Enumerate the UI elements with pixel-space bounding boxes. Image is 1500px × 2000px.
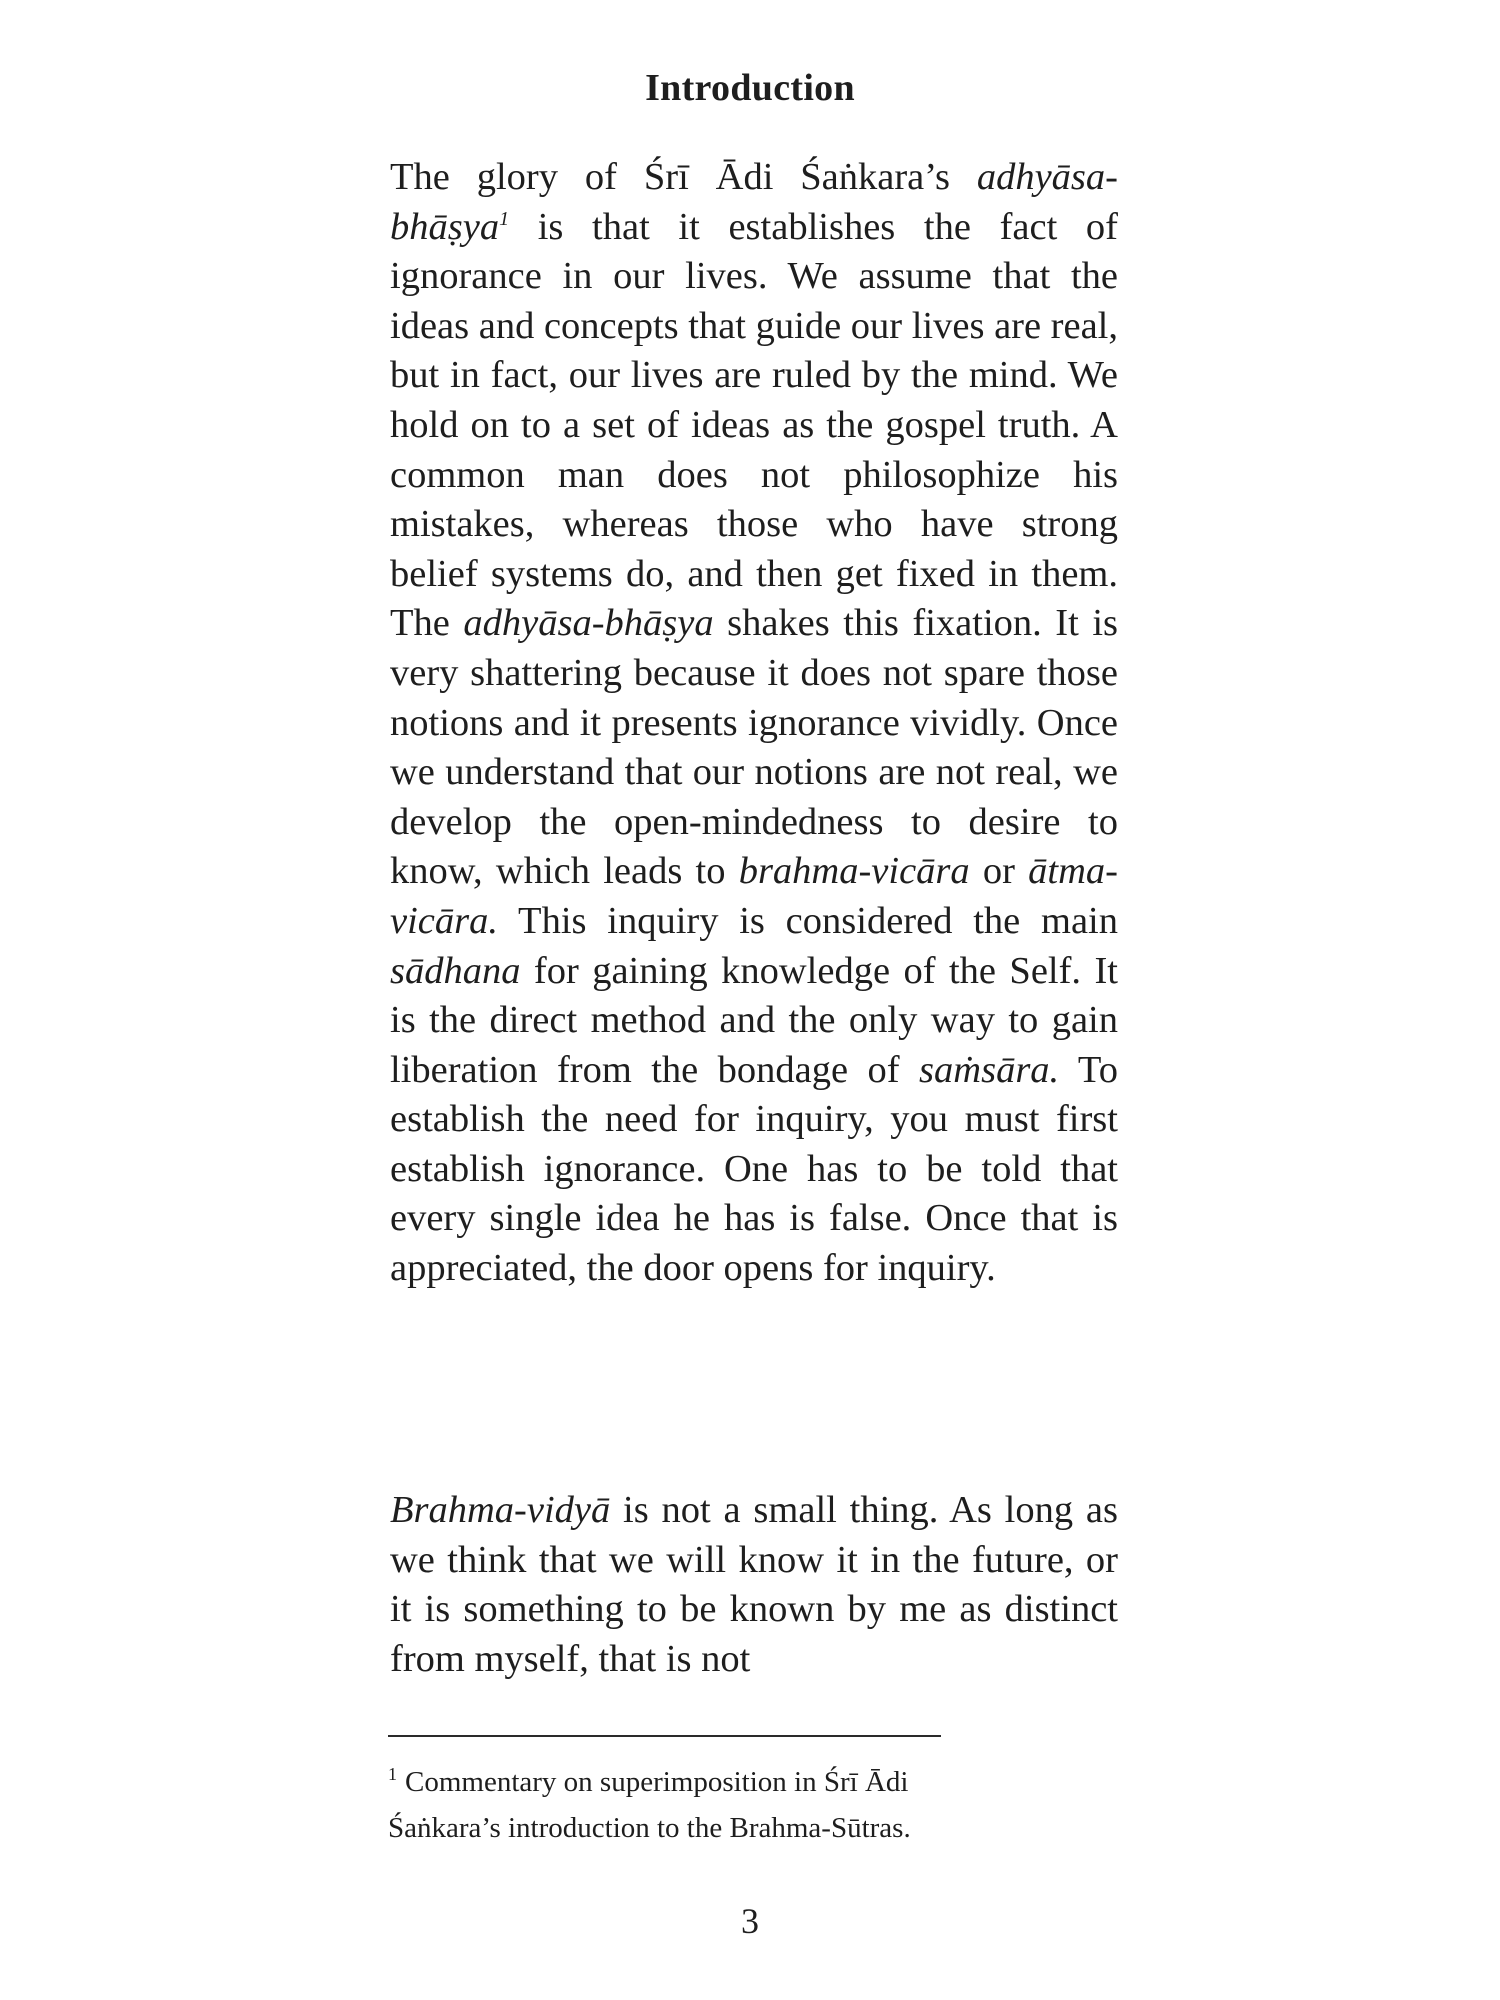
footnote: [388, 1759, 1128, 1851]
text-run: is that it establishes the fact of ignorance in our lives. We assume that the ideas and concepts that guide our lives are real, but in fact, our lives are ruled by the mind. We hold on to a set of ideas as the gospel truth. A common man does not philosophize his mistakes, whereas those who have strong belief systems do, and then get fixed in them. The: [390, 205, 1119, 645]
italic-term: saṁsāra.: [919, 1048, 1060, 1091]
text-run: is not a small thing. As long as we think that we will know it in the future, or it is something to be known by me as distinct from myself, that is not: [390, 1489, 1118, 1680]
italic-term: adhyāsa-bhāṣya: [390, 156, 1118, 248]
footnote-number: 1: [388, 1764, 397, 1785]
text-run: This inquiry is considered the main: [497, 899, 1118, 942]
text-run: To establish the need for inquiry, you must first establish ignorance. One has to be told that every single idea he has is false. Once that is appreciated, the door opens for inquiry.: [390, 1048, 1118, 1290]
text-run: The glory of Śrī Ādi Śaṅkara’s: [390, 156, 977, 198]
footnote-reference: 1: [499, 207, 510, 230]
italic-term: brahma-vicāra: [738, 850, 970, 893]
page-title: Introduction: [645, 67, 855, 109]
text-run: shakes this fixation. It is very shattering because it does not spare those notions and it presents ignorance vividly. Once we understand that our notions are not real, we develop the open-mindedness to desire to know, which leads to: [390, 602, 1118, 893]
footnote-line-1: [388, 1759, 1128, 1805]
italic-term: adhyāsa-bhāṣya: [463, 602, 714, 645]
footnote-divider: [388, 1735, 941, 1737]
footnote-text-1: Commentary on superimposition in Śrī Ādi: [405, 1766, 909, 1798]
body-paragraph-1: [390, 153, 1118, 1294]
italic-term: Brahma-vidyā: [390, 1489, 611, 1531]
footnote-line-2: Śaṅkara’s introduction to the Brahma-Sūtras.: [388, 1812, 911, 1844]
text-run: for gaining knowledge of the Self. It is the direct method and the only way to gain liberation from the bondage of: [390, 949, 1118, 1091]
italic-term: ātma-vicāra.: [390, 850, 1118, 942]
body-paragraph-2: [390, 1486, 1118, 1684]
page-number: 3: [741, 1901, 759, 1941]
italic-term: sādhana: [390, 949, 521, 992]
text-run: or: [969, 850, 1029, 893]
